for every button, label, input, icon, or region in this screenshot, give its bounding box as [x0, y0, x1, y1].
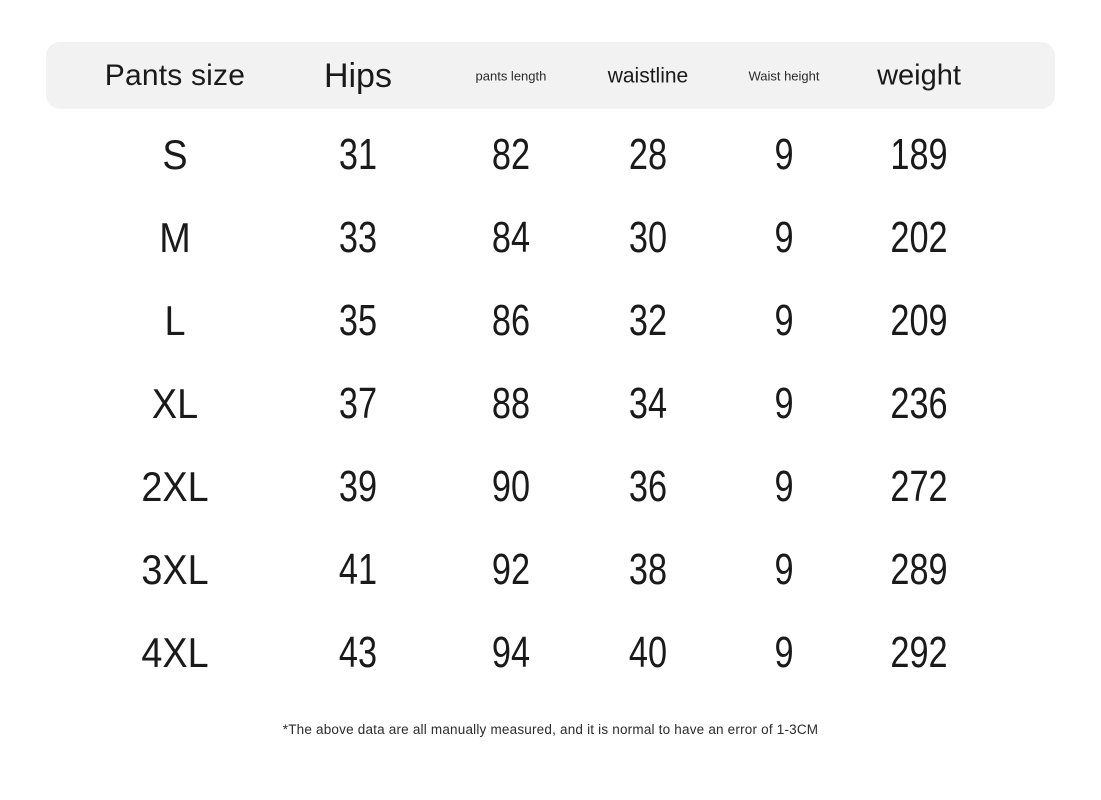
value-cell: 94 [491, 627, 531, 677]
size-label: 4XL [141, 628, 209, 676]
table-row [46, 445, 1055, 528]
column-header-pants-size [104, 58, 246, 92]
size-label: L [164, 296, 186, 344]
size-label: 3XL [141, 545, 209, 593]
value-cell: 41 [338, 544, 378, 594]
column-header-label: Hips [323, 56, 392, 95]
value-cell: 9 [774, 212, 794, 262]
table-body [46, 109, 1055, 694]
value-cell: 86 [491, 295, 531, 345]
column-header-label: Waist height [748, 68, 820, 83]
value-cell: 272 [890, 461, 948, 511]
value-cell: 43 [338, 627, 378, 677]
value-cell: 31 [338, 129, 378, 179]
value-cell: 9 [774, 295, 794, 345]
column-header-label: weight [877, 59, 961, 91]
value-cell: 32 [628, 295, 668, 345]
value-cell: 189 [890, 129, 948, 179]
value-cell: 37 [338, 378, 378, 428]
footnote: *The above data are all manually measured, and it is normal to have an error of 1-3CM [282, 722, 819, 737]
column-header-label: waistline [607, 64, 689, 87]
size-chart-table [46, 42, 1055, 694]
table-row [46, 528, 1055, 611]
size-label: M [159, 213, 191, 261]
value-cell: 38 [628, 544, 668, 594]
table-row [46, 113, 1055, 196]
value-cell: 9 [774, 544, 794, 594]
value-cell: 236 [890, 378, 948, 428]
column-header-weight [877, 61, 961, 90]
value-cell: 90 [491, 461, 531, 511]
table-row [46, 279, 1055, 362]
value-cell: 82 [491, 129, 531, 179]
value-cell: 202 [890, 212, 948, 262]
value-cell: 40 [628, 627, 668, 677]
value-cell: 9 [774, 461, 794, 511]
size-label: S [162, 130, 188, 178]
column-header-waistline [608, 65, 689, 86]
value-cell: 289 [890, 544, 948, 594]
table-header-row [46, 42, 1055, 109]
value-cell: 9 [774, 378, 794, 428]
value-cell: 92 [491, 544, 531, 594]
column-header-waist-height [748, 69, 819, 82]
value-cell: 84 [491, 212, 531, 262]
table-row [46, 362, 1055, 445]
column-header-pants-length [476, 69, 547, 82]
value-cell: 33 [338, 212, 378, 262]
value-cell: 28 [628, 129, 668, 179]
column-header-hips [323, 56, 392, 95]
column-header-label: pants length [475, 68, 547, 83]
size-label: XL [151, 379, 199, 427]
value-cell: 30 [628, 212, 668, 262]
table-row [46, 196, 1055, 279]
table-row [46, 611, 1055, 694]
value-cell: 9 [774, 129, 794, 179]
value-cell: 292 [890, 627, 948, 677]
value-cell: 35 [338, 295, 378, 345]
value-cell: 34 [628, 378, 668, 428]
value-cell: 9 [774, 627, 794, 677]
value-cell: 209 [890, 295, 948, 345]
size-label: 2XL [141, 462, 209, 510]
column-header-label: Pants size [104, 58, 246, 92]
value-cell: 39 [338, 461, 378, 511]
value-cell: 36 [628, 461, 668, 511]
value-cell: 88 [491, 378, 531, 428]
